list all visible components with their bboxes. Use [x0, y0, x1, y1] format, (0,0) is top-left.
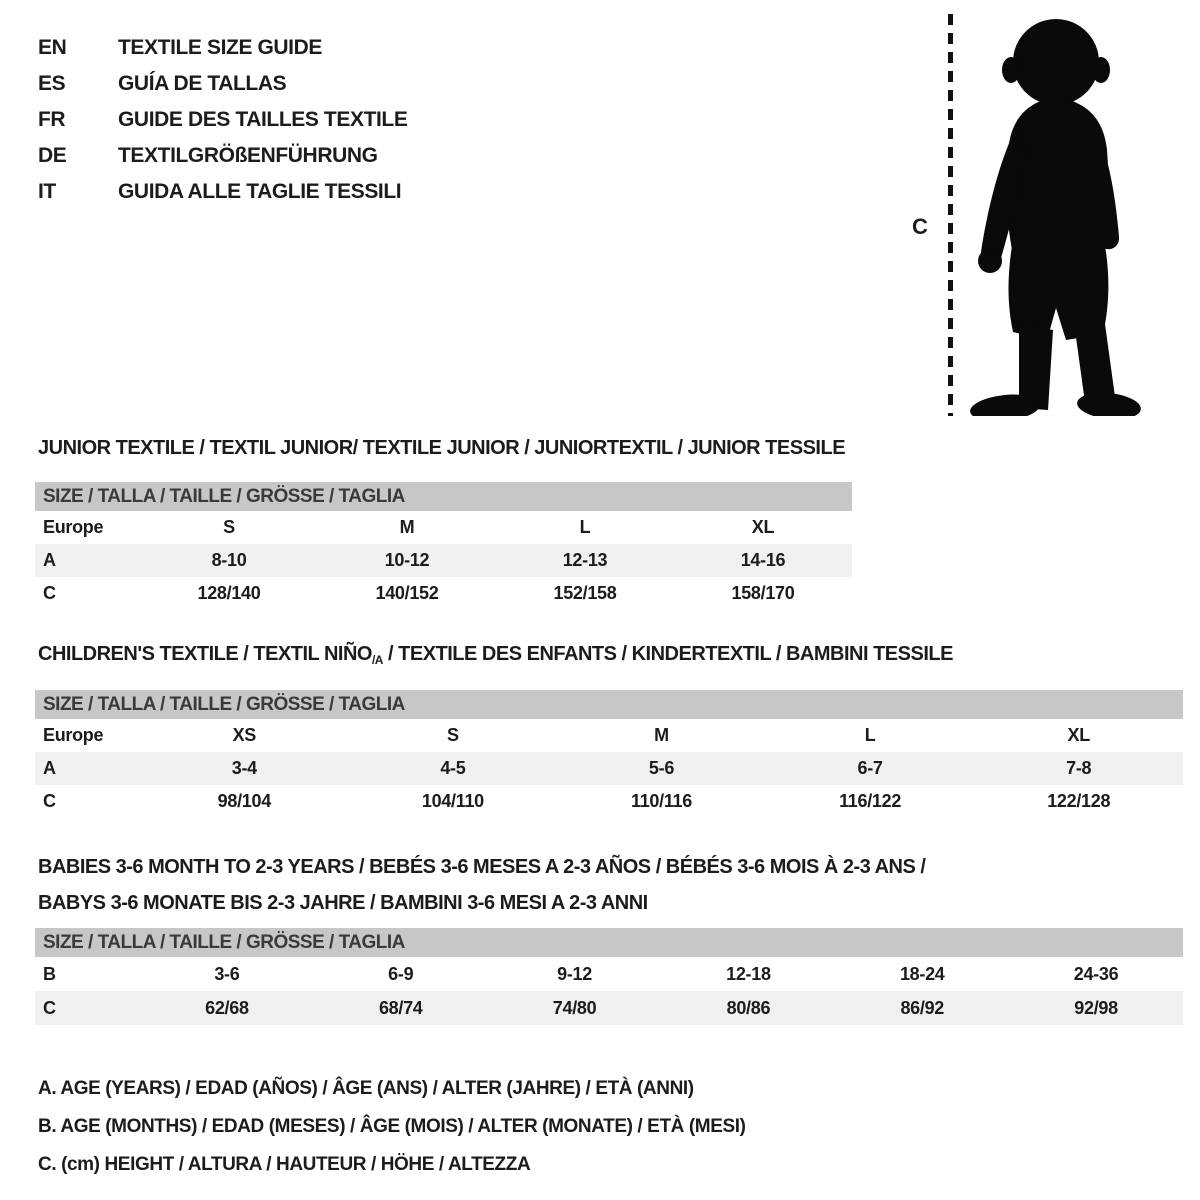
language-code: FR: [38, 108, 66, 131]
table-cell: 3-4: [231, 758, 257, 778]
legend-block: [38, 1070, 746, 1184]
babies-heading-line1: BABIES 3-6 MONTH TO 2-3 YEARS / BEBÉS 3-6 MESES A 2-3 AÑOS / BÉBÉS 3-6 MOIS À 2-3 ANS /: [38, 856, 926, 878]
language-title: GUIDA ALLE TAGLIE TESSILI: [118, 180, 402, 203]
row-label: C: [43, 997, 56, 1018]
table-cell: 80/86: [726, 997, 771, 1018]
babies-size-table: [35, 928, 1183, 1025]
table-cell: 10-12: [384, 550, 430, 570]
height-measure-line: [948, 14, 953, 416]
table-cell: 128/140: [197, 583, 261, 603]
row-label: A: [43, 550, 56, 570]
table-cell: 140/152: [375, 583, 439, 603]
table-cell: 4-5: [440, 758, 466, 778]
row-label: C: [43, 583, 56, 603]
table-cell: 86/92: [900, 997, 945, 1018]
table-cell: XL: [1067, 725, 1090, 745]
language-title: GUÍA DE TALLAS: [118, 72, 287, 95]
row-label: C: [43, 791, 56, 811]
legend-line-b: B. AGE (MONTHS) / EDAD (MESES) / ÂGE (MOIS) / ALTER (MONATE) / ETÀ (MESI): [38, 1116, 746, 1137]
row-label: B: [43, 963, 56, 984]
table-cell: 6-9: [388, 963, 414, 984]
table-cell: 122/128: [1047, 791, 1111, 811]
table-cell: 68/74: [378, 997, 423, 1018]
table-cell: 14-16: [740, 550, 786, 570]
table-cell: 12-18: [726, 963, 771, 984]
table-cell: XS: [232, 725, 256, 745]
language-row-fr: [38, 102, 407, 138]
table-cell: 9-12: [557, 963, 592, 984]
table-row: [35, 785, 1183, 818]
table-cell: 6-7: [857, 758, 883, 778]
table-cell: 24-36: [1073, 963, 1119, 984]
baby-silhouette: [963, 12, 1143, 416]
children-heading-pre: CHILDREN'S TEXTILE / TEXTIL NIÑO: [38, 643, 372, 665]
babies-heading-line2: BABYS 3-6 MONATE BIS 2-3 JAHRE / BAMBINI 3-6 MESI A 2-3 ANNI: [38, 892, 648, 914]
row-label: A: [43, 758, 56, 778]
table-cell: 110/116: [631, 791, 692, 811]
table-cell: XL: [751, 517, 775, 537]
table-row: [35, 991, 1183, 1025]
babies-size-header-bar: SIZE / TALLA / TAILLE / GRÖSSE / TAGLIA: [35, 928, 1183, 957]
row-label: Europe: [43, 725, 104, 745]
table-cell: 104/110: [421, 791, 484, 811]
language-row-es: [38, 66, 407, 102]
height-measure-label: C: [912, 214, 928, 239]
table-row: [35, 957, 1183, 991]
table-cell: L: [864, 725, 876, 745]
table-row: [35, 719, 1183, 752]
language-code: EN: [38, 36, 67, 59]
junior-size-table: [35, 482, 852, 610]
table-cell: 62/68: [205, 997, 249, 1018]
table-cell: L: [579, 517, 591, 537]
table-cell: 8-10: [211, 550, 247, 570]
table-cell: 7-8: [1066, 758, 1092, 778]
language-row-en: [38, 30, 407, 66]
table-row: [35, 752, 1183, 785]
table-cell: S: [447, 725, 459, 745]
language-code: DE: [38, 144, 67, 167]
children-size-header-bar: SIZE / TALLA / TAILLE / GRÖSSE / TAGLIA: [35, 690, 1183, 719]
table-cell: 116/122: [839, 791, 902, 811]
language-code: IT: [38, 180, 56, 203]
language-row-de: [38, 138, 407, 174]
babies-section-heading: [38, 849, 925, 921]
language-row-it: [38, 174, 407, 210]
children-section-heading: [38, 643, 953, 667]
table-cell: 152/158: [553, 583, 617, 603]
table-cell: 92/98: [1074, 997, 1118, 1018]
language-title: TEXTILGRÖßENFÜHRUNG: [118, 144, 378, 167]
language-title: TEXTILE SIZE GUIDE: [118, 36, 322, 59]
table-cell: 12-13: [562, 550, 608, 570]
children-heading-post: / TEXTILE DES ENFANTS / KINDERTEXTIL / BAMBINI TESSILE: [382, 643, 953, 665]
language-title-block: [38, 30, 407, 210]
table-cell: 98/104: [217, 791, 271, 811]
language-code: ES: [38, 72, 66, 95]
legend-line-a: A. AGE (YEARS) / EDAD (AÑOS) / ÂGE (ANS) / ALTER (JAHRE) / ETÀ (ANNI): [38, 1078, 694, 1099]
language-title: GUIDE DES TAILLES TEXTILE: [118, 108, 408, 131]
row-label: Europe: [43, 517, 104, 537]
table-row: [35, 544, 852, 577]
children-size-table: [35, 690, 1183, 818]
table-cell: M: [654, 725, 669, 745]
table-cell: 18-24: [899, 963, 945, 984]
table-cell: 3-6: [214, 963, 240, 984]
children-heading-sub: /A: [371, 653, 383, 667]
junior-size-header-bar: SIZE / TALLA / TAILLE / GRÖSSE / TAGLIA: [35, 482, 852, 511]
table-cell: M: [399, 517, 415, 537]
junior-section-heading: JUNIOR TEXTILE / TEXTIL JUNIOR/ TEXTILE JUNIOR / JUNIORTEXTIL / JUNIOR TESSILE: [38, 437, 846, 459]
legend-line-c: C. (cm) HEIGHT / ALTURA / HAUTEUR / HÖHE / ALTEZZA: [38, 1154, 531, 1175]
table-cell: S: [223, 517, 235, 537]
table-row: [35, 577, 852, 610]
table-cell: 74/80: [552, 997, 597, 1018]
table-row: [35, 511, 852, 544]
table-cell: 158/170: [731, 583, 795, 603]
table-cell: 5-6: [648, 758, 675, 778]
